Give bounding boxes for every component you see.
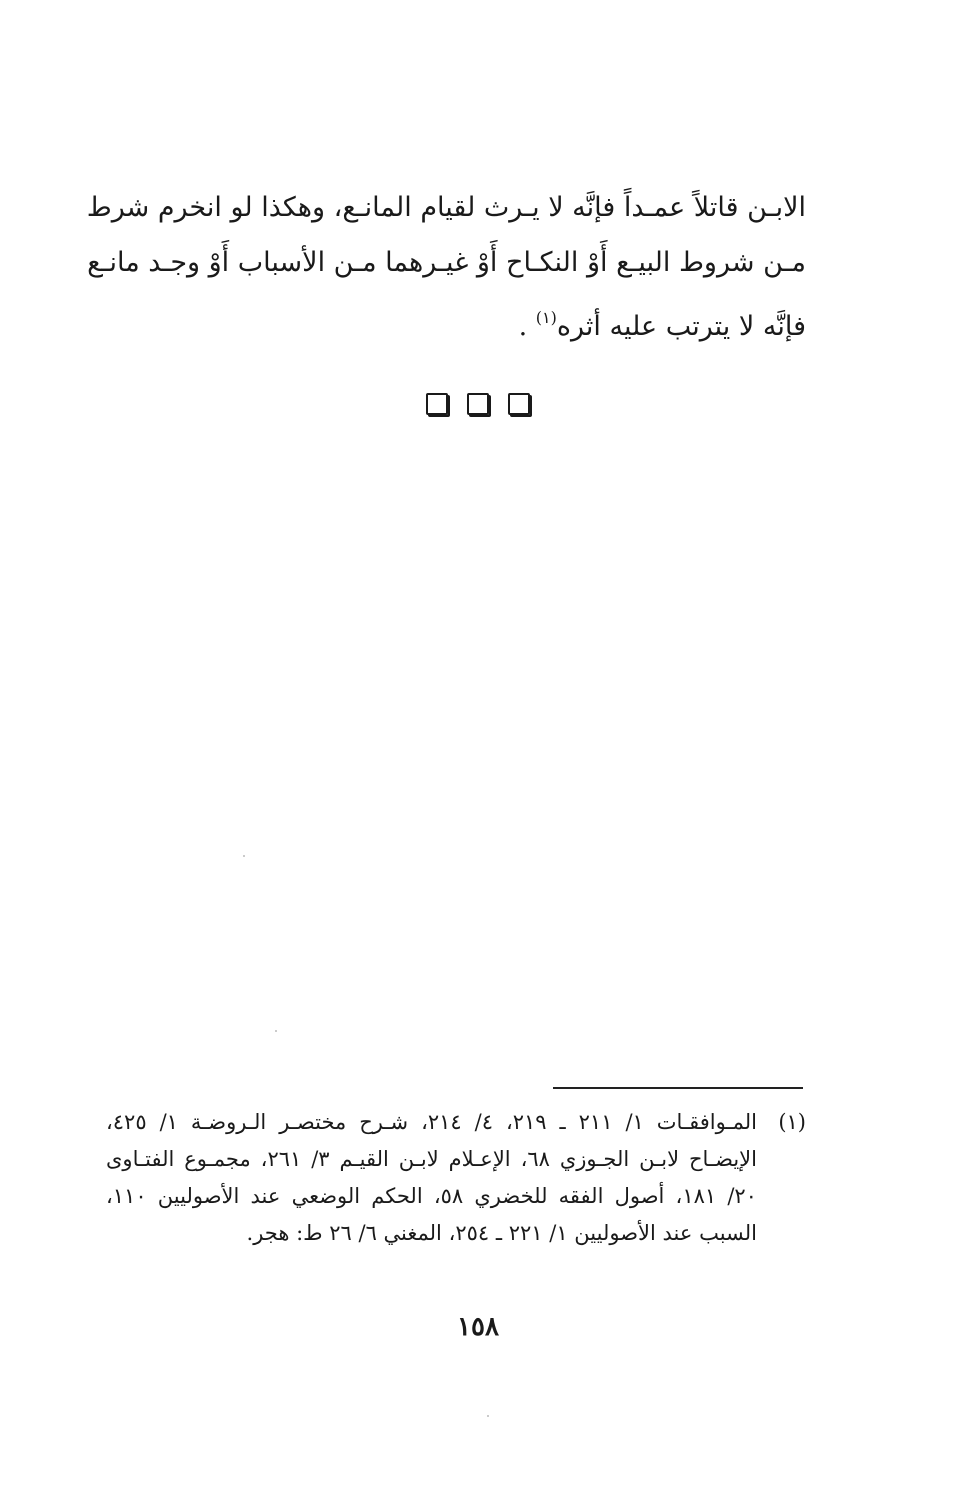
page-number: ١٥٨ <box>457 1312 499 1342</box>
main-paragraph <box>86 180 806 345</box>
footnote-reference[interactable]: (١) <box>535 308 557 327</box>
footnote-line: المـوافقـات ١/ ٢١١ ـ ٢١٩، ٤/ ٢١٤، شـرح مختصـر الـروضـة ١/ ٤٢٥، <box>106 1110 757 1134</box>
footnote-line: الإيضـاح لابـن الجـوزي ٦٨، الإعـلام لابـن القيـم ٣/ ٢٦١، مجمـوع الفتـاوى <box>106 1147 757 1171</box>
paragraph-line-last <box>106 290 806 345</box>
square-ornament-icon <box>426 393 448 415</box>
paragraph-line: الابـن قاتلاً عمـداً فإنَّه لا يـرث لقيام المانـع، وهكذا لو انخرم شرط <box>86 192 806 223</box>
square-ornament-icon <box>508 393 530 415</box>
scan-speck <box>243 855 245 857</box>
footnote-line: ٢٠/ ١٨١، أصول الفقه للخضري ٥٨، الحكم الوضعي عند الأصوليين ١١٠، <box>106 1184 757 1208</box>
footnote-text <box>106 1104 757 1252</box>
footnote-divider <box>553 1087 803 1089</box>
footnote-line: السبب عند الأصوليين ١/ ٢٢١ ـ ٢٥٤، المغني ٦/ ٢٦ ط: هجر. <box>246 1221 757 1245</box>
paragraph-line: مـن شروط البيـع أَوْ النكـاح أَوْ غيـرهما مـن الأسباب أَوْ وجـد مانـع <box>87 247 806 278</box>
footnote-marker: (١) <box>778 1110 806 1134</box>
square-ornament-icon <box>467 393 489 415</box>
end-punctuation: . <box>518 311 536 342</box>
scan-speck <box>487 1415 489 1417</box>
scan-speck <box>275 1030 277 1032</box>
footnote-block <box>106 1104 806 1252</box>
paragraph-line-text: فإنَّه لا يترتب عليه أثره <box>556 311 806 342</box>
section-separator <box>0 393 956 419</box>
